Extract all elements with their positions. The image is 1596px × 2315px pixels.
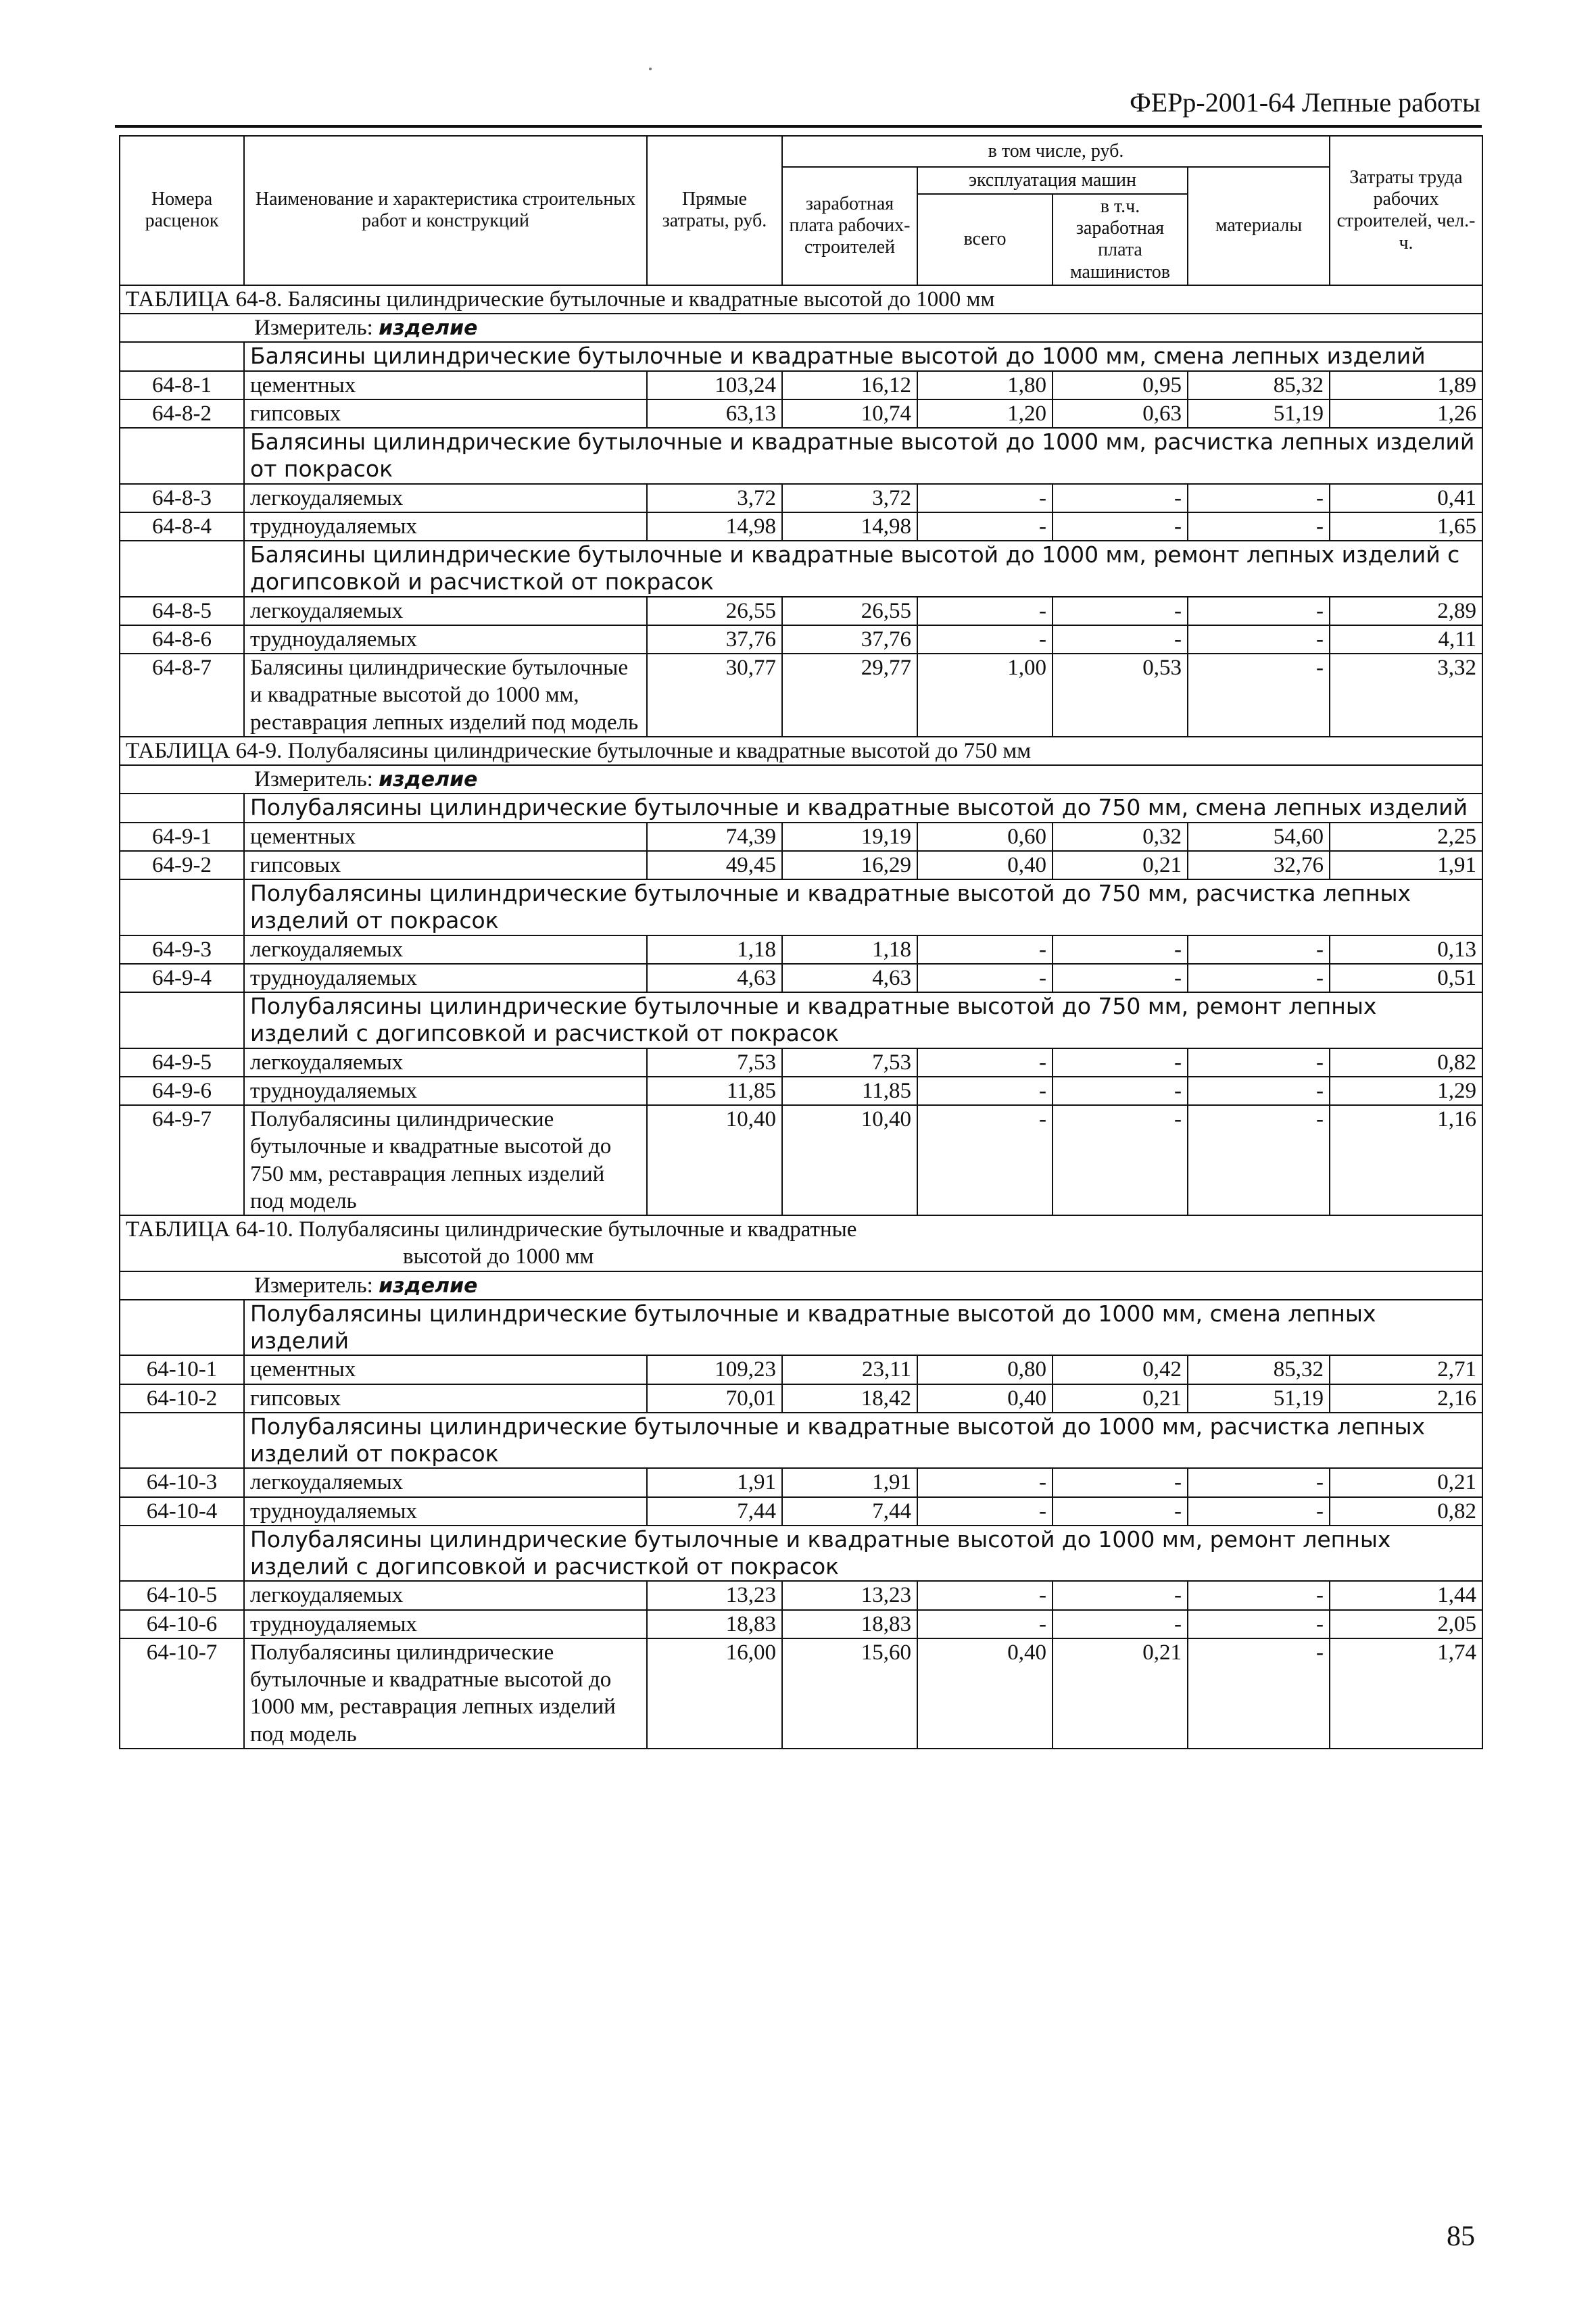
group-heading: Балясины цилиндрические бутылочные и квадратные высотой до 1000 мм, смена лепных изделий: [244, 342, 1482, 370]
rate-code: 64-9-6: [120, 1077, 244, 1105]
cell-labor: 2,16: [1330, 1384, 1482, 1413]
cell-direct: 1,18: [647, 935, 782, 964]
group-heading-row: [120, 1413, 1482, 1469]
cell-wages: 3,72: [782, 484, 917, 512]
cell-direct: 1,91: [647, 1468, 782, 1496]
work-name: цементных: [244, 1355, 647, 1384]
work-name: гипсовых: [244, 1384, 647, 1413]
cell-machines-total: 1,00: [917, 654, 1053, 737]
cell-machines-wages: -: [1053, 964, 1188, 992]
table-title-line2: высотой до 1000 мм: [403, 1244, 594, 1269]
cell-materials: -: [1188, 1048, 1330, 1077]
col-materials: материалы: [1188, 167, 1330, 285]
cell-wages: 10,40: [782, 1105, 917, 1215]
cell-labor: 1,44: [1330, 1581, 1482, 1609]
cell-machines-total: 0,80: [917, 1355, 1053, 1384]
rate-code: 64-9-5: [120, 1048, 244, 1077]
cell-machines-total: -: [917, 512, 1053, 541]
table-title-row: [120, 1215, 1482, 1271]
work-name: легкоудаляемых: [244, 597, 647, 625]
cell-wages: 23,11: [782, 1355, 917, 1384]
rate-code: 64-10-3: [120, 1468, 244, 1496]
cell-materials: -: [1188, 1610, 1330, 1638]
rate-code: 64-10-1: [120, 1355, 244, 1384]
cell-labor: 1,89: [1330, 371, 1482, 399]
cell-materials: 54,60: [1188, 823, 1330, 851]
work-name: трудноудаляемых: [244, 1610, 647, 1638]
cell-machines-total: 1,20: [917, 399, 1053, 428]
cell-machines-wages: -: [1053, 1077, 1188, 1105]
work-name: гипсовых: [244, 399, 647, 428]
cell-labor: 1,26: [1330, 399, 1482, 428]
table-row: [120, 1384, 1482, 1413]
work-name: легкоудаляемых: [244, 935, 647, 964]
cell-direct: 7,53: [647, 1048, 782, 1077]
group-heading: Полубалясины цилиндрические бутылочные и квадратные высотой до 1000 мм, расчистка лепных изделий от покрасок: [244, 1413, 1482, 1469]
cell-wages: 16,29: [782, 851, 917, 879]
table-title-row: [120, 285, 1482, 314]
col-wages: заработная плата рабочих-строителей: [782, 167, 917, 285]
rate-code: 64-10-4: [120, 1497, 244, 1526]
col-machines: эксплуатация машин: [917, 167, 1188, 194]
cell-machines-wages: 0,95: [1053, 371, 1188, 399]
cell-labor: 0,13: [1330, 935, 1482, 964]
rate-code: 64-8-2: [120, 399, 244, 428]
col-incl: в том числе, руб.: [782, 136, 1330, 167]
group-heading-row: [120, 541, 1482, 597]
cell-machines-wages: -: [1053, 1105, 1188, 1215]
work-name: трудноудаляемых: [244, 1077, 647, 1105]
meter-label: Измеритель:: [254, 767, 373, 791]
cell-machines-wages: 0,42: [1053, 1355, 1188, 1384]
meter-value: изделие: [379, 768, 478, 791]
meter: [120, 765, 1482, 794]
work-name: легкоудаляемых: [244, 484, 647, 512]
rate-code: 64-10-2: [120, 1384, 244, 1413]
page-number: 85: [1447, 2221, 1475, 2252]
scan-speck: [649, 68, 652, 70]
group-code-cell: [120, 342, 244, 370]
rate-code: 64-10-6: [120, 1610, 244, 1638]
cell-machines-total: -: [917, 625, 1053, 654]
cell-direct: 13,23: [647, 1581, 782, 1609]
work-name: трудноудаляемых: [244, 1497, 647, 1526]
rate-code: 64-9-1: [120, 823, 244, 851]
cell-wages: 7,44: [782, 1497, 917, 1526]
rate-code: 64-10-7: [120, 1638, 244, 1749]
table-title: [120, 737, 1482, 765]
table-row: [120, 625, 1482, 654]
cell-labor: 0,82: [1330, 1048, 1482, 1077]
cell-machines-wages: -: [1053, 1610, 1188, 1638]
cell-direct: 14,98: [647, 512, 782, 541]
cell-labor: 2,71: [1330, 1355, 1482, 1384]
cell-wages: 18,83: [782, 1610, 917, 1638]
meter-label: Измеритель:: [254, 1273, 373, 1298]
cell-wages: 10,74: [782, 399, 917, 428]
cell-machines-wages: -: [1053, 1497, 1188, 1526]
work-name: трудноудаляемых: [244, 964, 647, 992]
rate-code: 64-9-3: [120, 935, 244, 964]
cell-wages: 1,91: [782, 1468, 917, 1496]
meter-row: [120, 765, 1482, 794]
cell-wages: 18,42: [782, 1384, 917, 1413]
cell-wages: 4,63: [782, 964, 917, 992]
meter: [120, 314, 1482, 342]
rate-code: 64-8-3: [120, 484, 244, 512]
cell-machines-total: 0,40: [917, 851, 1053, 879]
running-header: ФЕРр-2001-64 Лепные работы: [1130, 87, 1480, 118]
cell-machines-total: -: [917, 1468, 1053, 1496]
rate-code: 64-10-5: [120, 1581, 244, 1609]
cell-materials: -: [1188, 1497, 1330, 1526]
table-row: [120, 399, 1482, 428]
group-heading: Полубалясины цилиндрические бутылочные и квадратные высотой до 750 мм, смена лепных изделий: [244, 794, 1482, 822]
table-row: [120, 654, 1482, 737]
cell-materials: -: [1188, 484, 1330, 512]
table-row: [120, 484, 1482, 512]
cell-machines-total: -: [917, 1105, 1053, 1215]
cell-machines-total: -: [917, 1048, 1053, 1077]
work-name: Балясины цилиндрические бутылочные и квадратные высотой до 1000 мм, реставрация лепных изделий под модель: [244, 654, 647, 737]
table-row: [120, 935, 1482, 964]
cell-materials: 85,32: [1188, 371, 1330, 399]
cell-materials: -: [1188, 625, 1330, 654]
cell-machines-wages: -: [1053, 1048, 1188, 1077]
group-code-cell: [120, 794, 244, 822]
cell-labor: 1,91: [1330, 851, 1482, 879]
cell-machines-total: -: [917, 1077, 1053, 1105]
cell-wages: 1,18: [782, 935, 917, 964]
group-heading: Полубалясины цилиндрические бутылочные и квадратные высотой до 1000 мм, ремонт лепных изделий с догипсовкой и расчисткой от покрасок: [244, 1526, 1482, 1582]
group-heading-row: [120, 1300, 1482, 1356]
cell-machines-total: 0,60: [917, 823, 1053, 851]
table-title: [120, 1215, 1482, 1271]
table-row: [120, 597, 1482, 625]
cell-labor: 0,21: [1330, 1468, 1482, 1496]
cell-machines-wages: -: [1053, 1468, 1188, 1496]
work-name: цементных: [244, 823, 647, 851]
table-title-row: [120, 737, 1482, 765]
cell-machines-total: -: [917, 935, 1053, 964]
cell-materials: -: [1188, 1581, 1330, 1609]
cell-machines-wages: -: [1053, 625, 1188, 654]
cell-direct: 3,72: [647, 484, 782, 512]
cell-direct: 16,00: [647, 1638, 782, 1749]
cell-materials: -: [1188, 597, 1330, 625]
cell-machines-wages: 0,53: [1053, 654, 1188, 737]
cell-materials: -: [1188, 964, 1330, 992]
cell-materials: 51,19: [1188, 1384, 1330, 1413]
work-name: трудноудаляемых: [244, 512, 647, 541]
meter-row: [120, 1271, 1482, 1300]
cell-machines-wages: -: [1053, 597, 1188, 625]
cell-direct: 74,39: [647, 823, 782, 851]
group-code-cell: [120, 879, 244, 935]
cell-materials: -: [1188, 1638, 1330, 1749]
cell-direct: 7,44: [647, 1497, 782, 1526]
cell-labor: 0,82: [1330, 1497, 1482, 1526]
cell-labor: 0,41: [1330, 484, 1482, 512]
cell-direct: 10,40: [647, 1105, 782, 1215]
cell-machines-wages: 0,21: [1053, 851, 1188, 879]
cell-machines-total: 1,80: [917, 371, 1053, 399]
table-row: [120, 1468, 1482, 1496]
cell-machines-total: -: [917, 964, 1053, 992]
cell-materials: -: [1188, 1468, 1330, 1496]
cell-machines-total: -: [917, 1497, 1053, 1526]
work-name: Полубалясины цилиндрические бутылочные и квадратные высотой до 1000 мм, реставрация лепных изделий под модель: [244, 1638, 647, 1749]
col-code: Номера расценок: [120, 136, 244, 285]
cell-labor: 2,25: [1330, 823, 1482, 851]
table-row: [120, 823, 1482, 851]
cell-labor: 4,11: [1330, 625, 1482, 654]
cell-wages: 29,77: [782, 654, 917, 737]
cell-labor: 2,89: [1330, 597, 1482, 625]
work-name: Полубалясины цилиндрические бутылочные и квадратные высотой до 750 мм, реставрация лепных изделий под модель: [244, 1105, 647, 1215]
cell-wages: 15,60: [782, 1638, 917, 1749]
table-row: [120, 964, 1482, 992]
table-row: [120, 851, 1482, 879]
cell-machines-wages: -: [1053, 935, 1188, 964]
cell-direct: 11,85: [647, 1077, 782, 1105]
group-heading-row: [120, 794, 1482, 822]
header-rule: [115, 125, 1482, 128]
group-code-cell: [120, 1413, 244, 1469]
cell-labor: 3,32: [1330, 654, 1482, 737]
group-heading-row: [120, 879, 1482, 935]
cell-materials: 85,32: [1188, 1355, 1330, 1384]
col-name: Наименование и характеристика строительных работ и конструкций: [244, 136, 647, 285]
table-row: [120, 1581, 1482, 1609]
table-title: [120, 285, 1482, 314]
cell-direct: 30,77: [647, 654, 782, 737]
cell-wages: 16,12: [782, 371, 917, 399]
group-code-cell: [120, 1300, 244, 1356]
work-name: легкоудаляемых: [244, 1581, 647, 1609]
cell-machines-wages: -: [1053, 484, 1188, 512]
work-name: цементных: [244, 371, 647, 399]
cell-labor: 1,74: [1330, 1638, 1482, 1749]
col-machines-wages: в т.ч. заработная плата машинистов: [1053, 194, 1188, 285]
cell-wages: 37,76: [782, 625, 917, 654]
cell-labor: 1,65: [1330, 512, 1482, 541]
cell-direct: 70,01: [647, 1384, 782, 1413]
rate-code: 64-9-2: [120, 851, 244, 879]
meter: [120, 1271, 1482, 1300]
cell-machines-total: 0,40: [917, 1384, 1053, 1413]
cell-machines-wages: 0,32: [1053, 823, 1188, 851]
cell-machines-total: -: [917, 1610, 1053, 1638]
cell-machines-wages: -: [1053, 512, 1188, 541]
cell-direct: 109,23: [647, 1355, 782, 1384]
cell-materials: 32,76: [1188, 851, 1330, 879]
group-heading-row: [120, 428, 1482, 484]
col-machines-total: всего: [917, 194, 1053, 285]
cell-direct: 63,13: [647, 399, 782, 428]
cell-direct: 103,24: [647, 371, 782, 399]
meter-value: изделие: [379, 1273, 478, 1298]
cell-direct: 49,45: [647, 851, 782, 879]
cell-machines-total: 0,40: [917, 1638, 1053, 1749]
cell-labor: 1,29: [1330, 1077, 1482, 1105]
rate-code: 64-9-7: [120, 1105, 244, 1215]
table-row: [120, 1048, 1482, 1077]
cell-wages: 19,19: [782, 823, 917, 851]
group-heading: Балясины цилиндрические бутылочные и квадратные высотой до 1000 мм, ремонт лепных изделий с догипсовкой и расчисткой от покрасок: [244, 541, 1482, 597]
rates-table: [119, 135, 1483, 1749]
rate-code: 64-8-4: [120, 512, 244, 541]
cell-labor: 1,16: [1330, 1105, 1482, 1215]
rate-code: 64-8-6: [120, 625, 244, 654]
cell-direct: 26,55: [647, 597, 782, 625]
group-heading: Полубалясины цилиндрические бутылочные и квадратные высотой до 750 мм, расчистка лепных изделий от покрасок: [244, 879, 1482, 935]
rate-code: 64-8-5: [120, 597, 244, 625]
rate-code: 64-8-7: [120, 654, 244, 737]
group-code-cell: [120, 428, 244, 484]
cell-materials: -: [1188, 1105, 1330, 1215]
cell-materials: -: [1188, 935, 1330, 964]
table-title-text: ТАБЛИЦА 64-10. Полубалясины цилиндрические бутылочные и квадратные: [126, 1217, 857, 1242]
table-row: [120, 512, 1482, 541]
meter-row: [120, 314, 1482, 342]
work-name: гипсовых: [244, 851, 647, 879]
cell-materials: 51,19: [1188, 399, 1330, 428]
cell-machines-total: -: [917, 484, 1053, 512]
cell-materials: -: [1188, 654, 1330, 737]
cell-machines-wages: 0,63: [1053, 399, 1188, 428]
rate-code: 64-8-1: [120, 371, 244, 399]
meter-label: Измеритель:: [254, 316, 373, 340]
group-heading-row: [120, 992, 1482, 1048]
group-code-cell: [120, 1526, 244, 1582]
table-row: [120, 1610, 1482, 1638]
table-row: [120, 1355, 1482, 1384]
cell-materials: -: [1188, 1077, 1330, 1105]
table-row: [120, 371, 1482, 399]
work-name: трудноудаляемых: [244, 625, 647, 654]
cell-wages: 14,98: [782, 512, 917, 541]
work-name: легкоудаляемых: [244, 1048, 647, 1077]
group-code-cell: [120, 541, 244, 597]
cell-machines-wages: -: [1053, 1581, 1188, 1609]
cell-direct: 4,63: [647, 964, 782, 992]
cell-direct: 18,83: [647, 1610, 782, 1638]
group-code-cell: [120, 992, 244, 1048]
cell-materials: -: [1188, 512, 1330, 541]
group-heading: Полубалясины цилиндрические бутылочные и квадратные высотой до 1000 мм, смена лепных изделий: [244, 1300, 1482, 1356]
work-name: легкоудаляемых: [244, 1468, 647, 1496]
col-labor: Затраты труда рабочих строителей, чел.-ч.: [1330, 136, 1482, 285]
table-row: [120, 1105, 1482, 1215]
group-heading: Балясины цилиндрические бутылочные и квадратные высотой до 1000 мм, расчистка лепных изделий от покрасок: [244, 428, 1482, 484]
rate-code: 64-9-4: [120, 964, 244, 992]
group-heading-row: [120, 1526, 1482, 1582]
cell-wages: 7,53: [782, 1048, 917, 1077]
cell-wages: 26,55: [782, 597, 917, 625]
table-row: [120, 1638, 1482, 1749]
meter-value: изделие: [379, 316, 478, 340]
cell-wages: 13,23: [782, 1581, 917, 1609]
cell-machines-wages: 0,21: [1053, 1638, 1188, 1749]
table-title-text: ТАБЛИЦА 64-9. Полубалясины цилиндрические бутылочные и квадратные высотой до 750 мм: [126, 738, 1032, 763]
cell-labor: 2,05: [1330, 1610, 1482, 1638]
cell-direct: 37,76: [647, 625, 782, 654]
table-row: [120, 1497, 1482, 1526]
cell-machines-wages: 0,21: [1053, 1384, 1188, 1413]
cell-machines-total: -: [917, 1581, 1053, 1609]
group-heading: Полубалясины цилиндрические бутылочные и квадратные высотой до 750 мм, ремонт лепных изделий с догипсовкой и расчисткой от покрасок: [244, 992, 1482, 1048]
cell-labor: 0,51: [1330, 964, 1482, 992]
cell-machines-total: -: [917, 597, 1053, 625]
table-title-text: ТАБЛИЦА 64-8. Балясины цилиндрические бутылочные и квадратные высотой до 1000 мм: [126, 287, 995, 312]
table-row: [120, 1077, 1482, 1105]
cell-wages: 11,85: [782, 1077, 917, 1105]
group-heading-row: [120, 342, 1482, 370]
col-direct: Прямые затраты, руб.: [647, 136, 782, 285]
